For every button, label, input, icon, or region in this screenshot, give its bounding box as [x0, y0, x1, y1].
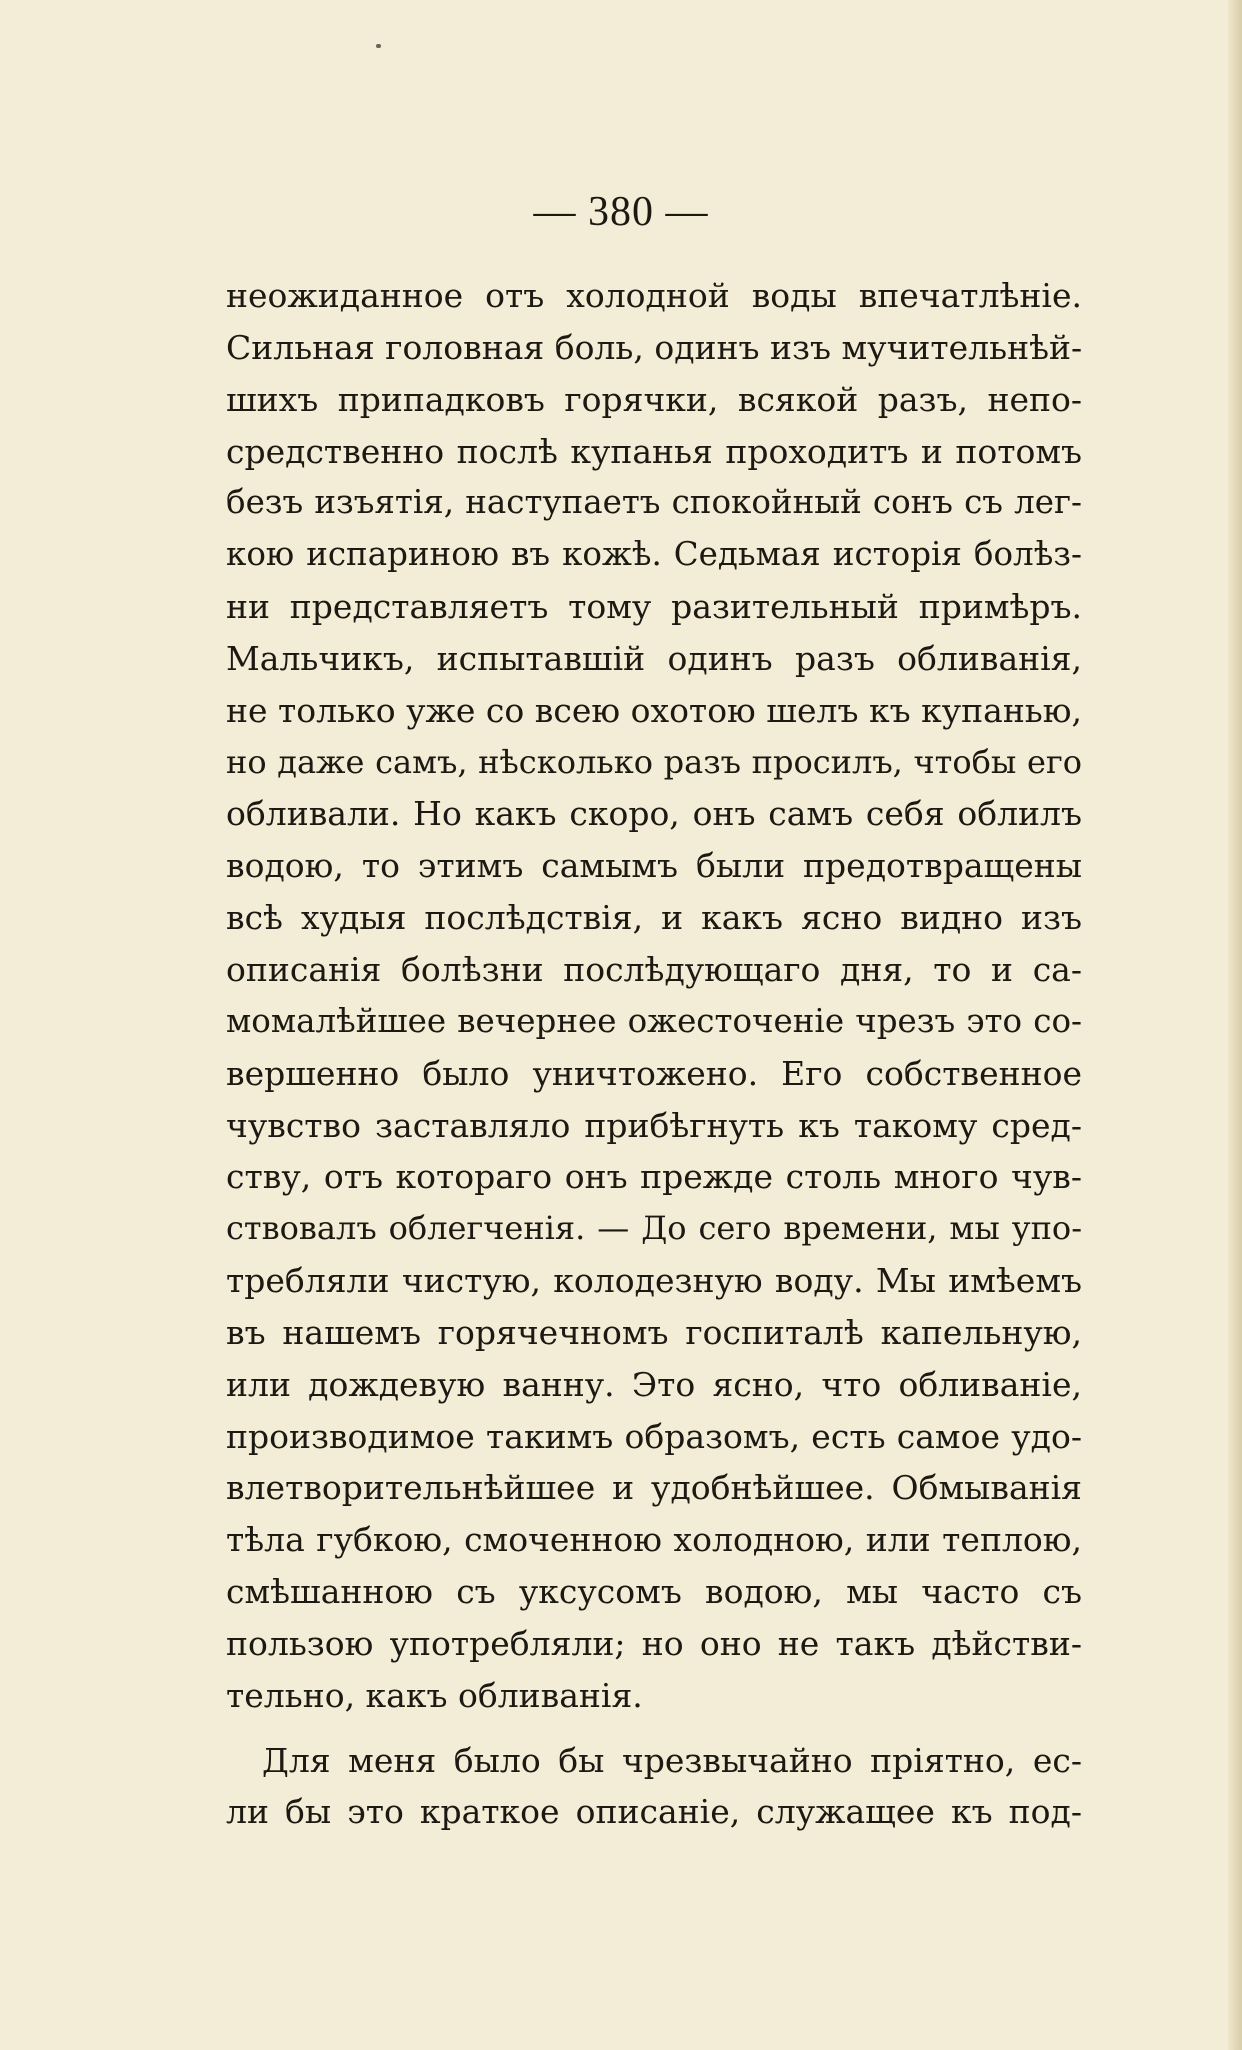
text-line: Для меня было бы чрезвычайно пріятно, ес-	[262, 1740, 1082, 1780]
text-line: Мальчикъ, испытавшій одинъ разъ обливанія,	[226, 638, 1082, 678]
text-line: момалѣйшее вечернее ожесточеніе чрезъ это со-	[226, 1001, 1082, 1040]
text-line: не только уже со всею охотою шелъ къ купанью,	[226, 690, 1082, 730]
text-line: неожиданное отъ холодной воды впечатлѣніе.	[226, 276, 1082, 315]
text-line: или дождевую ванну. Это ясно, что обливаніе,	[226, 1364, 1082, 1404]
text-line: тельно, какъ обливанія.	[226, 1675, 643, 1715]
text-line: кою испариною въ кожѣ. Седьмая исторія болѣз-	[226, 535, 1082, 574]
text-line: водою, то этимъ самымъ были предотвращены	[226, 846, 1082, 886]
text-line: смѣшанною съ уксусомъ водою, мы часто съ	[226, 1572, 1082, 1612]
text-line: Сильная головная боль, одинъ изъ мучительнѣй-	[226, 327, 1082, 367]
text-line: ли бы это краткое описаніе, служащее къ под-	[226, 1792, 1082, 1832]
text-line: описанія болѣзни послѣдующаго дня, то и са-	[226, 949, 1082, 989]
text-line: безъ изъятія, наступаетъ спокойный сонъ съ лег-	[226, 483, 1082, 522]
text-line: средственно послѣ купанья проходитъ и потомъ	[226, 431, 1082, 471]
text-line: требляли чистую, колодезную воду. Мы имѣемъ	[226, 1261, 1082, 1301]
text-line: обливали. Но какъ скоро, онъ самъ себя облилъ	[226, 794, 1082, 834]
text-line: ствовалъ облегченія. — До сего времени, мы упо-	[226, 1209, 1082, 1248]
text-line: пользою употребляли; но оно не такъ дѣйстви-	[226, 1623, 1082, 1663]
text-line: производимое такимъ образомъ, есть самое удо-	[226, 1416, 1082, 1456]
page-edge-shadow	[1228, 0, 1242, 2050]
text-line: всѣ худыя послѣдствія, и какъ ясно видно изъ	[226, 898, 1082, 938]
page-number: — 380 —	[533, 189, 709, 235]
paragraph	[226, 270, 1082, 1722]
paragraph-gap	[226, 1722, 1082, 1735]
text-line: но даже самъ, нѣсколько разъ просилъ, чтобы его	[226, 742, 1082, 781]
text-line: ству, отъ котораго онъ прежде столь много чув-	[226, 1157, 1082, 1197]
paper-speck	[376, 44, 381, 48]
body-text	[226, 270, 1082, 1838]
text-line: чувство заставляло прибѣгнуть къ такому сред-	[226, 1105, 1082, 1145]
text-line: тѣла губкою, смоченною холодною, или теплою,	[226, 1520, 1082, 1560]
text-line: вершенно было уничтожено. Его собственное	[226, 1053, 1082, 1093]
text-line: влетворительнѣйшее и удобнѣйшее. Обмыванія	[226, 1468, 1082, 1508]
text-line: въ нашемъ горячечномъ госпиталѣ капельную,	[226, 1312, 1082, 1352]
text-line: ни представляетъ тому разительный примѣръ.	[226, 587, 1082, 627]
text-line: шихъ припадковъ горячки, всякой разъ, непо-	[226, 379, 1082, 419]
paragraph	[226, 1735, 1082, 1839]
